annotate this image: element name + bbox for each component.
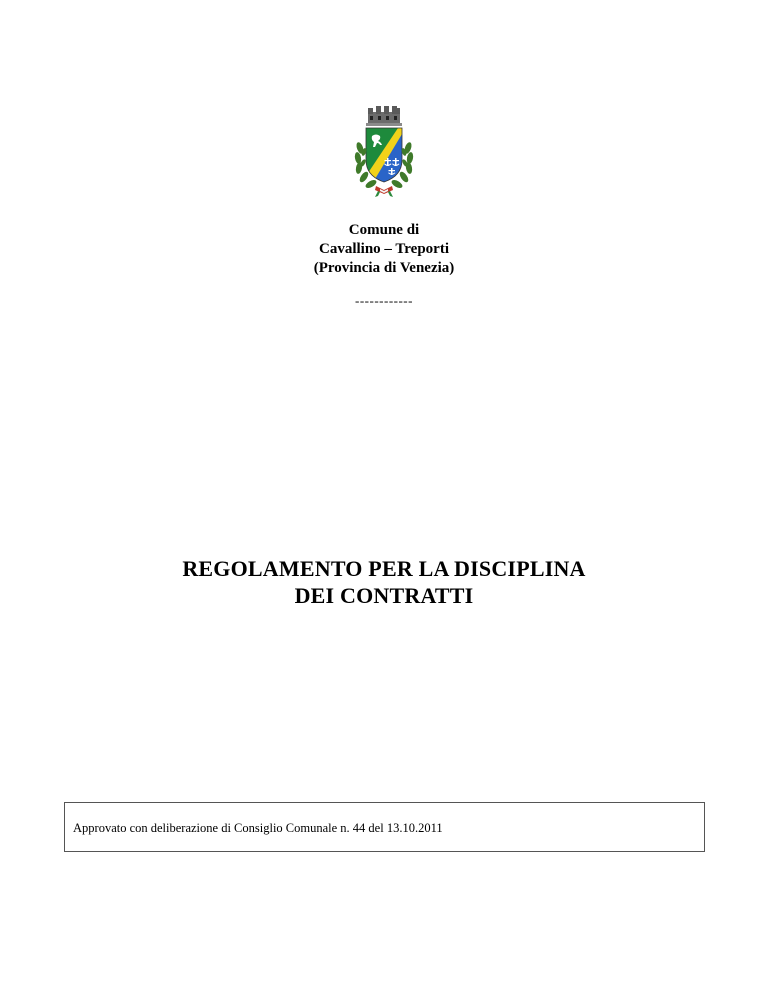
title-line-2: DEI CONTRATTI — [294, 583, 474, 608]
coat-of-arms-icon — [338, 100, 430, 200]
header-line-municipality-name: Cavallino – Treporti — [318, 241, 449, 257]
header-line-comune: Comune di — [348, 222, 420, 238]
approval-box — [64, 802, 705, 852]
approval-text: Approvato con deliberazione di Consiglio Comunale n. 44 del 13.10.2011 — [73, 821, 443, 835]
document-title — [0, 555, 768, 609]
header-line-province: (Provincia di Venezia) — [313, 260, 455, 276]
dashed-separator: ------------ — [355, 293, 413, 308]
municipality-header — [0, 221, 768, 278]
title-line-1: REGOLAMENTO PER LA DISCIPLINA — [182, 556, 586, 581]
